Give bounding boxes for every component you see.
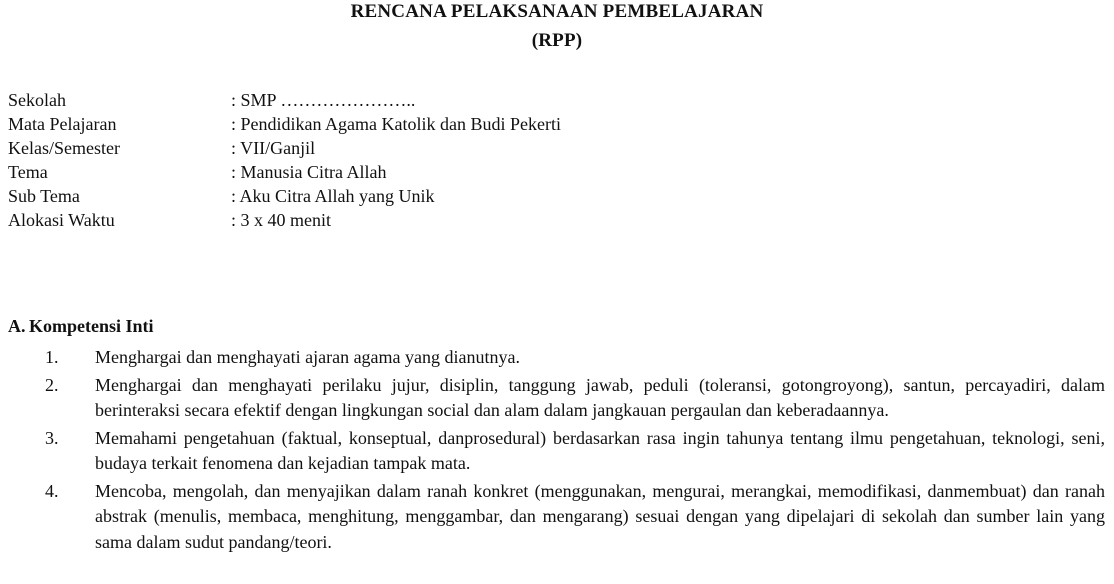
list-item bbox=[45, 345, 1105, 371]
info-label: Sub Tema bbox=[8, 186, 80, 206]
section-title: Kompetensi Inti bbox=[29, 316, 154, 336]
list-item bbox=[45, 426, 1105, 477]
info-value: : Aku Citra Allah yang Unik bbox=[231, 186, 435, 206]
item-text: Menghargai dan menghayati perilaku jujur, disiplin, tanggung jawab, peduli (toleransi, gotongroyong), santun, percayadiri, dalam berinteraksi secara efektif dengan lingkungan social dan alam dalam jangkauan pergaulan dan keberadaannya. bbox=[95, 374, 1105, 420]
info-value: : Manusia Citra Allah bbox=[231, 162, 387, 182]
item-number: 4. bbox=[45, 480, 59, 501]
info-value: : 3 x 40 menit bbox=[231, 210, 331, 230]
section-letter: A. bbox=[8, 316, 26, 336]
info-row-subject bbox=[8, 112, 561, 136]
document-title: RENCANA PELAKSANAAN PEMBELAJARAN bbox=[350, 1, 764, 22]
item-text: Memahami pengetahuan (faktual, konseptual, danprosedural) berdasarkan rasa ingin tahunya tentang ilmu pengetahuan, teknologi, seni, budaya terkait fenomena dan kejadian tampak mata. bbox=[95, 427, 1105, 473]
list-item bbox=[45, 373, 1105, 424]
info-label: Alokasi Waktu bbox=[8, 210, 115, 230]
item-number: 2. bbox=[45, 374, 59, 395]
info-value: : Pendidikan Agama Katolik dan Budi Pekerti bbox=[231, 114, 561, 134]
info-label: Mata Pelajaran bbox=[8, 114, 117, 134]
info-value: : VII/Ganjil bbox=[231, 138, 316, 158]
item-text: Menghargai dan menghayati ajaran agama yang dianutnya. bbox=[95, 347, 521, 367]
info-label: Sekolah bbox=[8, 90, 66, 110]
item-number: 1. bbox=[45, 347, 59, 367]
list-item bbox=[45, 479, 1105, 556]
info-label: Kelas/Semester bbox=[8, 138, 120, 158]
info-value: : SMP ………………….. bbox=[231, 90, 416, 110]
info-row-subtheme bbox=[8, 184, 561, 208]
section-heading bbox=[8, 314, 154, 338]
document-subtitle: (RPP) bbox=[531, 30, 583, 51]
item-text: Mencoba, mengolah, dan menyajikan dalam ranah konkret (menggunakan, mengurai, merangkai, memodifikasi, danmembuat) dan ranah abstrak (menulis, membaca, menghitung, menggambar, dan mengarang) sesuai dengan yang dipelajari di sekolah dan sumber lain yang sama dalam sudut pandang/teori. bbox=[95, 480, 1105, 552]
competency-list bbox=[45, 345, 1105, 557]
item-number: 3. bbox=[45, 427, 59, 448]
identity-table bbox=[8, 88, 561, 232]
info-row-class-semester bbox=[8, 136, 561, 160]
info-label: Tema bbox=[8, 162, 48, 182]
info-row-time-allocation bbox=[8, 208, 561, 232]
info-row-school bbox=[8, 88, 561, 112]
info-row-theme bbox=[8, 160, 561, 184]
